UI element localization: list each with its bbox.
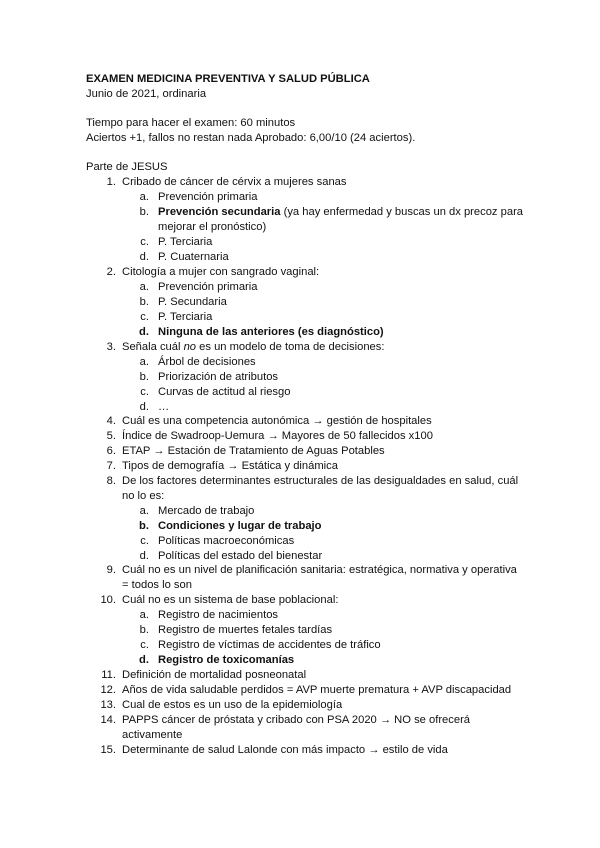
question-13: 13. Cual de estos es un uso de la epidemiología <box>100 699 343 711</box>
question-8: 8. De los factores determinantes estructurales de las desigualdades en salud, cuál <box>106 475 519 487</box>
q1-option-b-note: (ya hay enfermedad y buscas un dx precoz para <box>280 206 524 218</box>
question-3: 3. Señala cuál no es un modelo de toma de decisiones: <box>106 341 385 353</box>
question-7: 7. Tipos de demografía → Estática y dinámica <box>106 460 338 472</box>
q1-option-d: d. P. Cuaternaria <box>139 251 229 263</box>
question-2: 2. Citología a mujer con sangrado vaginal: <box>106 266 320 278</box>
q8-option-c: c. Políticas macroeconómicas <box>140 535 295 547</box>
q10-option-a: a. Registro de nacimientos <box>139 609 279 621</box>
q1-option-b-cont: mejorar el pronóstico) <box>158 221 267 233</box>
question-1: 1. Cribado de cáncer de cérvix a mujeres sanas <box>106 176 347 188</box>
q8-option-a: a. Mercado de trabajo <box>139 505 255 517</box>
q10-option-d: d. Registro de toxicomanías <box>139 654 295 666</box>
q2-option-a: a. Prevención primaria <box>139 281 258 293</box>
q8-option-d: d. Políticas del estado del bienestar <box>139 550 323 562</box>
question-8-cont: no lo es: <box>122 490 165 502</box>
exam-title: EXAMEN MEDICINA PREVENTIVA Y SALUD PÚBLICA <box>86 73 370 85</box>
question-14-cont: activamente <box>122 729 183 741</box>
question-12: 12. Años de vida saludable perdidos = AVP muerte prematura + AVP discapacidad <box>100 684 512 696</box>
question-10: 10. Cuál no es un sistema de base poblacional: <box>100 594 339 606</box>
q1-option-c: c. P. Terciaria <box>140 236 213 248</box>
question-9: 9. Cuál no es un nivel de planificación sanitaria: estratégica, normativa y operativa <box>106 564 517 576</box>
q3-option-b: b. Priorización de atributos <box>139 371 279 383</box>
q2-option-d: d. Ninguna de las anteriores (es diagnóstico) <box>139 326 384 338</box>
q1-option-b-answer: Prevención secundaria <box>158 206 281 218</box>
q1-option-b: b. Prevención secundaria (ya hay enfermedad y buscas un dx precoz para <box>139 206 524 218</box>
question-4: 4. Cuál es una competencia autonómica → gestión de hospitales <box>106 415 432 427</box>
question-9-cont: = todos lo son <box>122 579 192 591</box>
question-14: 14. PAPPS cáncer de próstata y cribado con PSA 2020 → NO se ofrecerá <box>100 714 471 726</box>
q1-option-a: a. Prevención primaria <box>139 191 258 203</box>
q2-option-b: b. P. Secundaria <box>139 296 227 308</box>
q8-option-b: b. Condiciones y lugar de trabajo <box>139 520 322 532</box>
exam-scoring-info: Aciertos +1, fallos no restan nada Aprobado: 6,00/10 (24 aciertos). <box>86 132 416 144</box>
q3-option-c: c. Curvas de actitud al riesgo <box>140 386 291 398</box>
q10-option-c: c. Registro de víctimas de accidentes de tráfico <box>140 639 381 651</box>
question-5: 5. Índice de Swadroop-Uemura → Mayores de 50 fallecidos x100 <box>106 430 433 442</box>
exam-time-info: Tiempo para hacer el examen: 60 minutos <box>86 117 296 129</box>
section-heading: Parte de JESUS <box>86 161 168 173</box>
exam-date: Junio de 2021, ordinaria <box>86 88 207 100</box>
question-6: 6. ETAP → Estación de Tratamiento de Aguas Potables <box>106 445 385 457</box>
q3-option-d: d. … <box>139 401 170 413</box>
q2-option-c: c. P. Terciaria <box>140 311 213 323</box>
question-11: 11. Definición de mortalidad posneonatal <box>101 669 307 681</box>
emphasis-no: no <box>183 341 197 353</box>
question-15: 15. Determinante de salud Lalonde con más impacto → estilo de vida <box>100 744 448 756</box>
q10-option-b: b. Registro de muertes fetales tardías <box>139 624 333 636</box>
q3-option-a: a. Árbol de decisiones <box>139 356 256 368</box>
